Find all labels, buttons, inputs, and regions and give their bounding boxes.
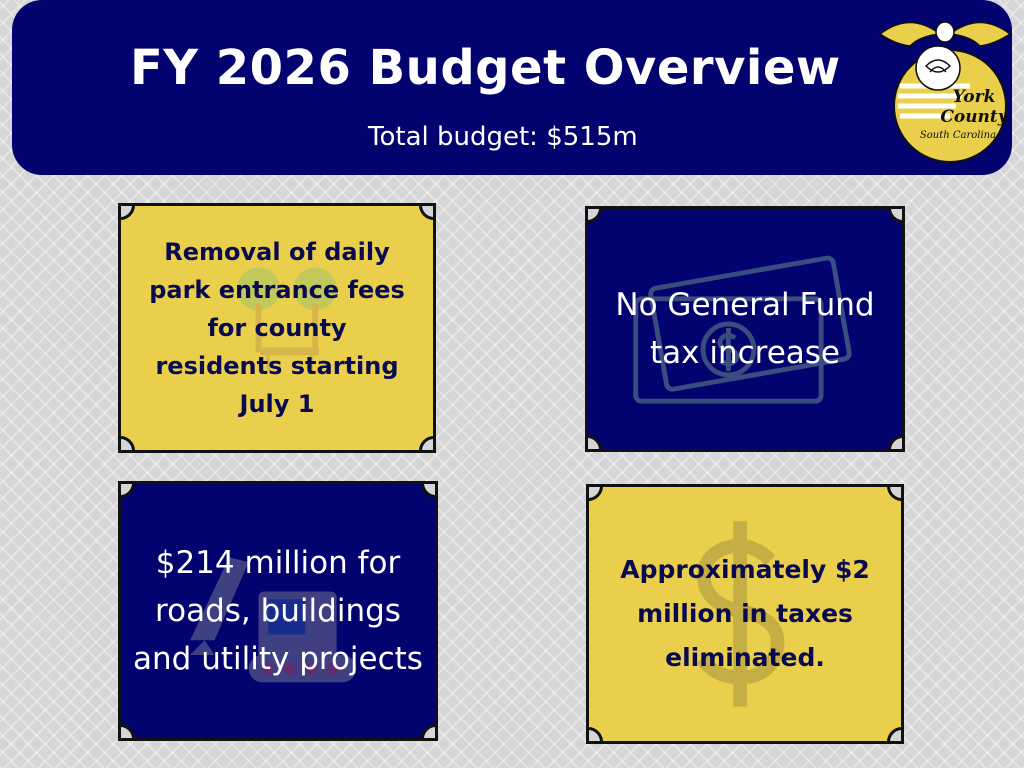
card-taxes-eliminated bbox=[586, 484, 904, 744]
card-no-tax-increase bbox=[585, 206, 905, 452]
total-budget-subtitle: Total budget: $515m bbox=[368, 122, 638, 152]
page-title: FY 2026 Budget Overview bbox=[130, 40, 841, 96]
seal-text-line2: County bbox=[940, 107, 1008, 127]
card-infrastructure-projects-text: $214 million for roads, buildings and utility projects bbox=[133, 545, 423, 677]
seal-text-line1: York bbox=[952, 87, 996, 107]
header-banner bbox=[12, 0, 1012, 175]
card-infrastructure-projects bbox=[118, 481, 438, 741]
card-taxes-eliminated-text: Approximately $2 million in taxes eliminated. bbox=[620, 555, 870, 672]
card-no-tax-increase-text: No General Fund tax increase bbox=[615, 287, 875, 371]
card-park-fees bbox=[118, 203, 436, 453]
seal-text-line3: South Carolina bbox=[919, 130, 997, 141]
york-county-seal-icon bbox=[870, 6, 1020, 166]
card-park-fees-text: Removal of daily park entrance fees for county residents starting July 1 bbox=[149, 238, 405, 418]
